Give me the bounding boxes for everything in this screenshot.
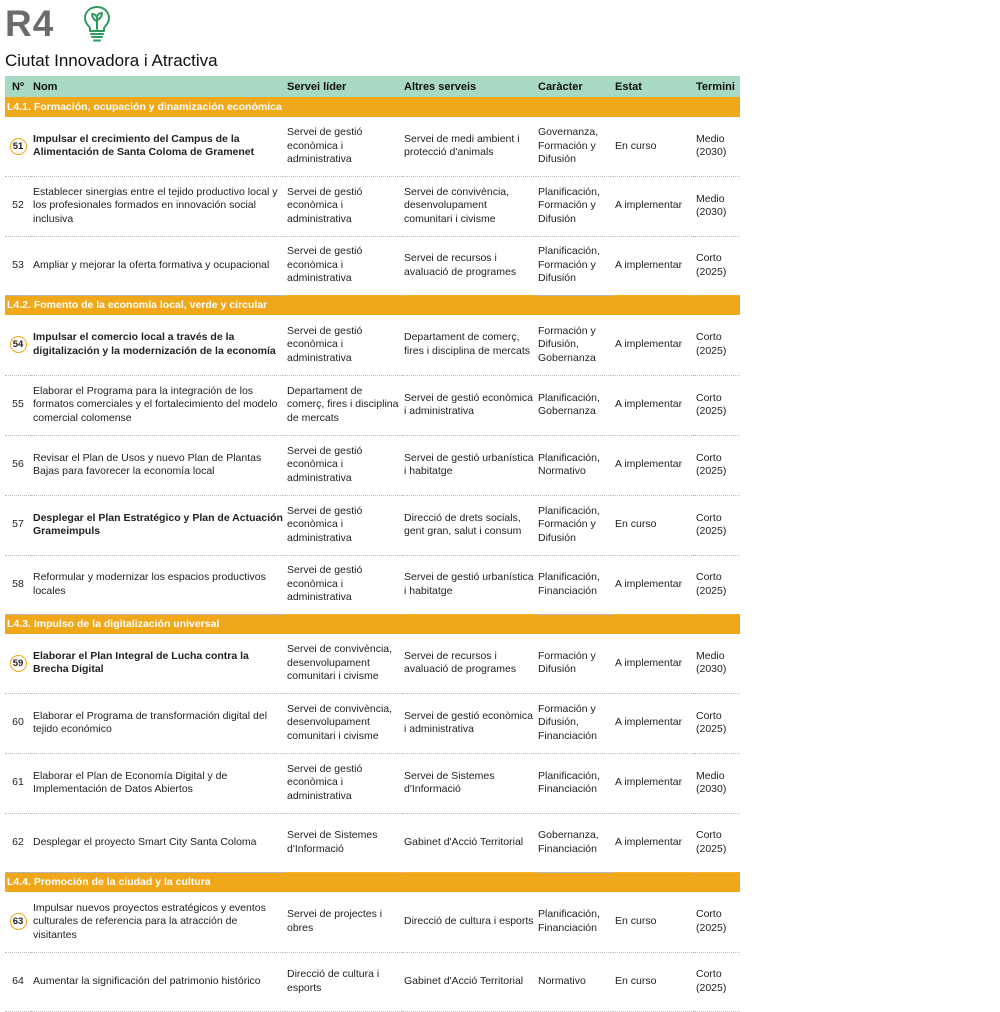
action-name: Elaborar el Plan de Economía Digital y de Implementación de Datos Abiertos — [31, 753, 285, 813]
character: Planificación, Financiación — [536, 753, 613, 813]
term: Corto (2025) — [694, 375, 740, 435]
lightbulb-plant-icon — [82, 4, 112, 44]
table-row — [5, 176, 740, 236]
column-header-lider: Servei líder — [287, 80, 347, 93]
other-services: Servei de Sistemes d'Informació — [402, 753, 536, 813]
other-services: Gabinet d'Acció Territorial — [402, 813, 536, 872]
action-number-cell — [5, 495, 31, 555]
character: Planificación, Formación y Difusión — [536, 236, 613, 295]
action-number-cell — [5, 236, 31, 295]
status: En curso — [613, 892, 694, 952]
lead-service: Servei de gestió econòmica i administrativa — [285, 435, 402, 495]
action-number-cell — [5, 693, 31, 753]
lead-service: Departament de comerç, fires i disciplina de mercats — [285, 375, 402, 435]
action-number: 56 — [12, 458, 24, 471]
character: Planificación, Financiación — [536, 892, 613, 952]
action-number-cell — [5, 117, 31, 176]
section-header-row — [5, 872, 740, 892]
table-row — [5, 952, 740, 1011]
table-row — [5, 236, 740, 295]
action-number-cell — [5, 375, 31, 435]
other-services: Servei de gestió urbanística i habitatge — [402, 435, 536, 495]
term: Medio (2030) — [694, 117, 740, 176]
term: Corto (2025) — [694, 495, 740, 555]
character: Planificación, Formación y Difusión — [536, 176, 613, 236]
action-number: 60 — [12, 716, 24, 729]
character: Gobernanza, Financiación — [536, 813, 613, 872]
column-header-estat: Estat — [615, 80, 642, 93]
table-row — [5, 892, 740, 952]
character: Planificación, Formación y Difusión — [536, 495, 613, 555]
term: Medio (2030) — [694, 634, 740, 693]
page-header — [5, 2, 405, 50]
action-name: Establecer sinergias entre el tejido productivo local y los profesionales formados en innovación social inclusiva — [31, 176, 285, 236]
status: A implementar — [613, 693, 694, 753]
action-number-badge: 59 — [10, 655, 27, 672]
column-header-num: Nº — [12, 80, 24, 93]
table-row — [5, 375, 740, 435]
character: Formación y Difusión — [536, 634, 613, 693]
status: A implementar — [613, 753, 694, 813]
status: A implementar — [613, 236, 694, 295]
action-name: Ampliar y mejorar la oferta formativa y ocupacional — [31, 236, 285, 295]
lead-service: Direcció de cultura i esports — [285, 952, 402, 1011]
term: Corto (2025) — [694, 693, 740, 753]
action-name: Impulsar el crecimiento del Campus de la Alimentación de Santa Coloma de Gramenet — [31, 117, 285, 176]
status: A implementar — [613, 634, 694, 693]
status: A implementar — [613, 435, 694, 495]
character: Planificación, Gobernanza — [536, 375, 613, 435]
action-name: Elaborar el Programa de transformación digital del tejido económico — [31, 693, 285, 753]
term: Corto (2025) — [694, 435, 740, 495]
lead-service: Servei de gestió econòmica i administrativa — [285, 555, 402, 614]
status: A implementar — [613, 375, 694, 435]
column-header-nom: Nom — [33, 80, 58, 93]
term: Medio (2030) — [694, 753, 740, 813]
status: A implementar — [613, 813, 694, 872]
character: Formación y Difusión, Gobernanza — [536, 315, 613, 375]
action-name: Reformular y modernizar los espacios productivos locales — [31, 555, 285, 614]
other-services: Direcció de cultura i esports — [402, 892, 536, 952]
other-services: Servei de convivència, desenvolupament comunitari i civisme — [402, 176, 536, 236]
action-number-cell — [5, 634, 31, 693]
action-name: Elaborar el Plan Integral de Lucha contra la Brecha Digital — [31, 634, 285, 693]
action-number-badge: 63 — [10, 913, 27, 930]
section-code: R4 — [5, 3, 55, 44]
lead-service: Servei de Sistemes d'Informació — [285, 813, 402, 872]
action-name: Impulsar el comercio local a través de la digitalización y la modernización de la economía — [31, 315, 285, 375]
column-header-altres: Altres serveis — [404, 80, 477, 93]
term: Corto (2025) — [694, 813, 740, 872]
action-number-cell — [5, 813, 31, 872]
action-number: 64 — [12, 974, 24, 987]
column-header-caracter: Caràcter — [538, 80, 583, 93]
other-services: Servei de gestió econòmica i administrativa — [402, 693, 536, 753]
status: A implementar — [613, 315, 694, 375]
other-services: Departament de comerç, fires i disciplina de mercats — [402, 315, 536, 375]
action-number: 61 — [12, 776, 24, 789]
other-services: Servei de gestió econòmica i administrativa — [402, 375, 536, 435]
status: En curso — [613, 117, 694, 176]
lead-service: Servei de gestió econòmica i administrativa — [285, 315, 402, 375]
lead-service: Servei de gestió econòmica i administrativa — [285, 176, 402, 236]
section-label: L4.2. Fomento de la economía local, verde y circular — [7, 299, 268, 312]
action-number-cell — [5, 952, 31, 1011]
character: Formación y Difusión, Financiación — [536, 693, 613, 753]
action-number: 55 — [12, 398, 24, 411]
lead-service: Servei de gestió econòmica i administrativa — [285, 117, 402, 176]
lead-service: Servei de gestió econòmica i administrativa — [285, 236, 402, 295]
action-number-cell — [5, 315, 31, 375]
lead-service: Servei de projectes i obres — [285, 892, 402, 952]
lead-service: Servei de convivència, desenvolupament comunitari i civisme — [285, 634, 402, 693]
action-number-badge: 54 — [10, 336, 27, 353]
other-services: Servei de recursos i avaluació de programes — [402, 236, 536, 295]
lead-service: Servei de gestió econòmica i administrativa — [285, 495, 402, 555]
action-number-cell — [5, 435, 31, 495]
status: En curso — [613, 495, 694, 555]
section-label: L4.4. Promoción de la ciudad y la cultura — [7, 876, 211, 889]
action-number-cell — [5, 555, 31, 614]
section-header-row — [5, 97, 740, 117]
section-label: L4.1. Formación, ocupación y dinamización económica — [7, 101, 282, 113]
other-services: Servei de medi ambient i protecció d'animals — [402, 117, 536, 176]
action-number: 52 — [12, 199, 24, 212]
status: A implementar — [613, 555, 694, 614]
other-services: Gabinet d'Acció Territorial — [402, 952, 536, 1011]
status: En curso — [613, 952, 694, 1011]
term: Corto (2025) — [694, 236, 740, 295]
action-name: Elaborar el Programa para la integración de los formatos comerciales y el fortalecimiento del modelo comercial colomense — [31, 375, 285, 435]
section-label: L4.3. Impulso de la digitalización universal — [7, 618, 220, 631]
table-row — [5, 693, 740, 753]
term: Corto (2025) — [694, 555, 740, 614]
other-services: Servei de gestió urbanística i habitatge — [402, 555, 536, 614]
section-header-row — [5, 295, 740, 315]
action-number: 53 — [12, 258, 24, 271]
table-row — [5, 634, 740, 693]
table-row — [5, 813, 740, 872]
lead-service: Servei de convivència, desenvolupament comunitari i civisme — [285, 693, 402, 753]
table-row — [5, 495, 740, 555]
action-name: Desplegar el proyecto Smart City Santa Coloma — [31, 813, 285, 872]
status: A implementar — [613, 176, 694, 236]
table-header-row — [5, 76, 740, 97]
column-header-termini: Termini — [696, 80, 735, 93]
action-name: Impulsar nuevos proyectos estratégicos y eventos culturales de referencia para la atracción de visitantes — [31, 892, 285, 952]
action-name: Desplegar el Plan Estratégico y Plan de Actuación Grameimpuls — [31, 495, 285, 555]
other-services: Servei de recursos i avaluació de programes — [402, 634, 536, 693]
other-services: Direcció de drets socials, gent gran, salut i consum — [402, 495, 536, 555]
term: Corto (2025) — [694, 892, 740, 952]
action-name: Revisar el Plan de Usos y nuevo Plan de Plantas Bajas para favorecer la economía local — [31, 435, 285, 495]
action-number-cell — [5, 176, 31, 236]
term: Medio (2030) — [694, 176, 740, 236]
action-number-cell — [5, 892, 31, 952]
table-row — [5, 753, 740, 813]
table-row — [5, 315, 740, 375]
term: Corto (2025) — [694, 952, 740, 1011]
character: Planificación, Financiación — [536, 555, 613, 614]
table-row — [5, 435, 740, 495]
action-number-cell — [5, 753, 31, 813]
character: Planificación, Normativo — [536, 435, 613, 495]
action-number: 62 — [12, 835, 24, 848]
term: Corto (2025) — [694, 315, 740, 375]
action-name: Aumentar la significación del patrimonio histórico — [31, 952, 285, 1011]
table-row — [5, 555, 740, 614]
action-number-badge: 51 — [10, 138, 27, 155]
actions-table — [5, 76, 740, 1012]
character: Governanza, Formación y Difusión — [536, 117, 613, 176]
page-title: Ciutat Innovadora i Atractiva — [5, 51, 218, 70]
character: Normativo — [536, 952, 613, 1011]
section-header-row — [5, 614, 740, 634]
action-number: 58 — [12, 577, 24, 590]
table-row — [5, 117, 740, 176]
action-number: 57 — [12, 518, 24, 531]
lead-service: Servei de gestió econòmica i administrativa — [285, 753, 402, 813]
